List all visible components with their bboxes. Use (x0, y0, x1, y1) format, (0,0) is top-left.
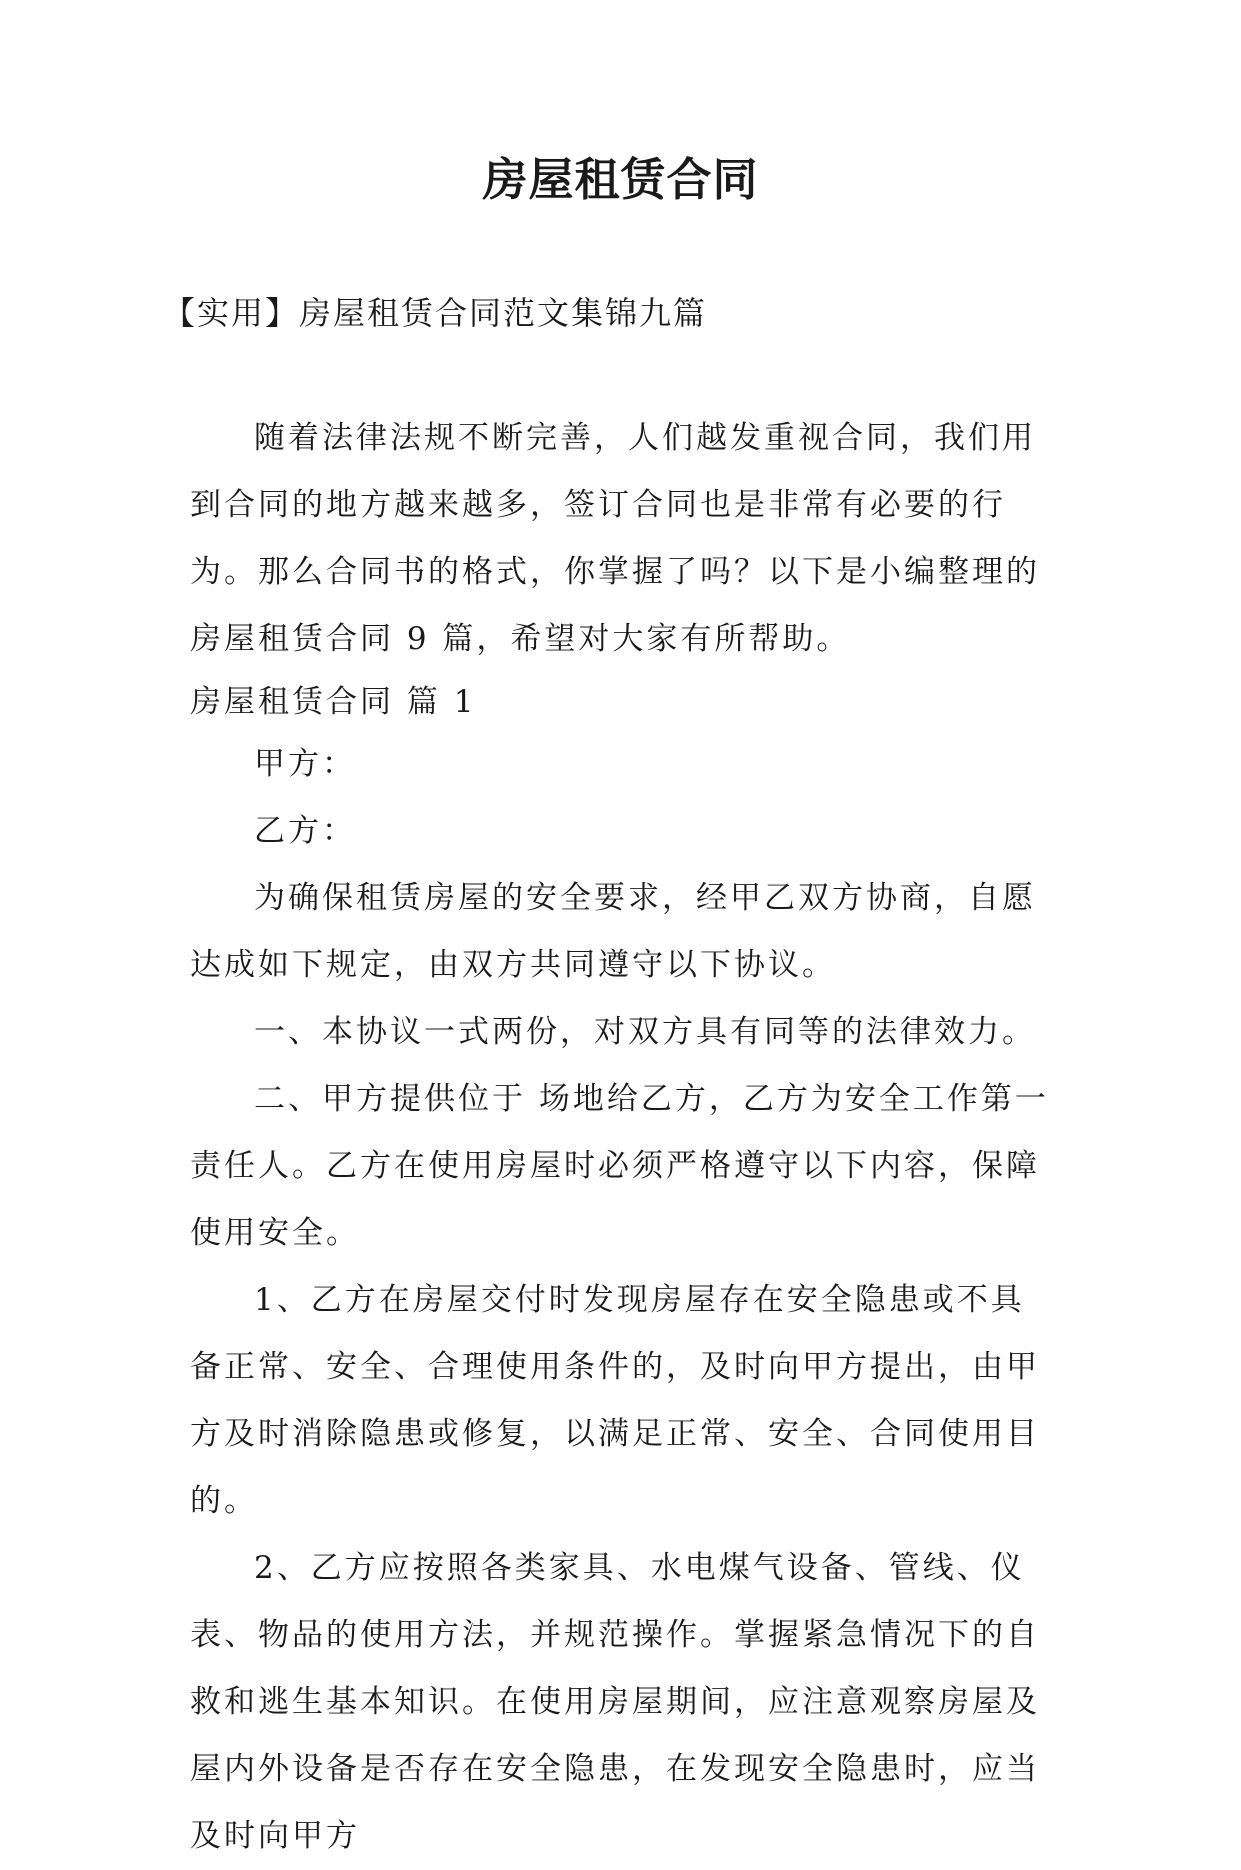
clause-2-paragraph: 二、甲方提供位于 场地给乙方，乙方为安全工作第一责任人。乙方在使用房屋时必须严格遵守以下内容，保障使用安全。 (190, 1081, 1049, 1251)
purpose-paragraph: 为确保租赁房屋的安全要求，经甲乙双方协商，自愿达成如下规定，由双方共同遵守以下协议。 (190, 880, 1036, 983)
intro-paragraph: 随着法律法规不断完善，人们越发重视合同，我们用到合同的地方越来越多，签订合同也是非常有必要的行为。那么合同书的格式，你掌握了吗？以下是小编整理的房屋租赁合同 9 篇，希望对大家有所帮助。 (190, 420, 1040, 657)
document-subtitle: 【实用】房屋租赁合同范文集锦九篇 (163, 294, 708, 332)
item-2-paragraph: 2、乙方应按照各类家具、水电煤气设备、管线、仪表、物品的使用方法，并规范操作。掌握紧急情况下的自救和逃生基本知识。在使用房屋期间，应注意观察房屋及屋内外设备是否存在安全隐患，在发现安全隐患时，应当及时向甲方 (190, 1550, 1040, 1854)
item-1-paragraph: 1、乙方在房屋交付时发现房屋存在安全隐患或不具备正常、安全、合理使用条件的，及时向甲方提出，由甲方及时消除隐患或修复，以满足正常、安全、合同使用目的。 (190, 1282, 1040, 1519)
section-heading: 房屋租赁合同 篇 1 (190, 684, 477, 720)
party-b-line: 乙方： (254, 813, 356, 849)
party-a-line: 甲方： (254, 746, 356, 782)
document-title: 房屋租赁合同 (482, 153, 759, 206)
document-body (190, 405, 1050, 1870)
clause-1-paragraph: 一、本协议一式两份，对双方具有同等的法律效力。 (254, 1014, 1036, 1050)
